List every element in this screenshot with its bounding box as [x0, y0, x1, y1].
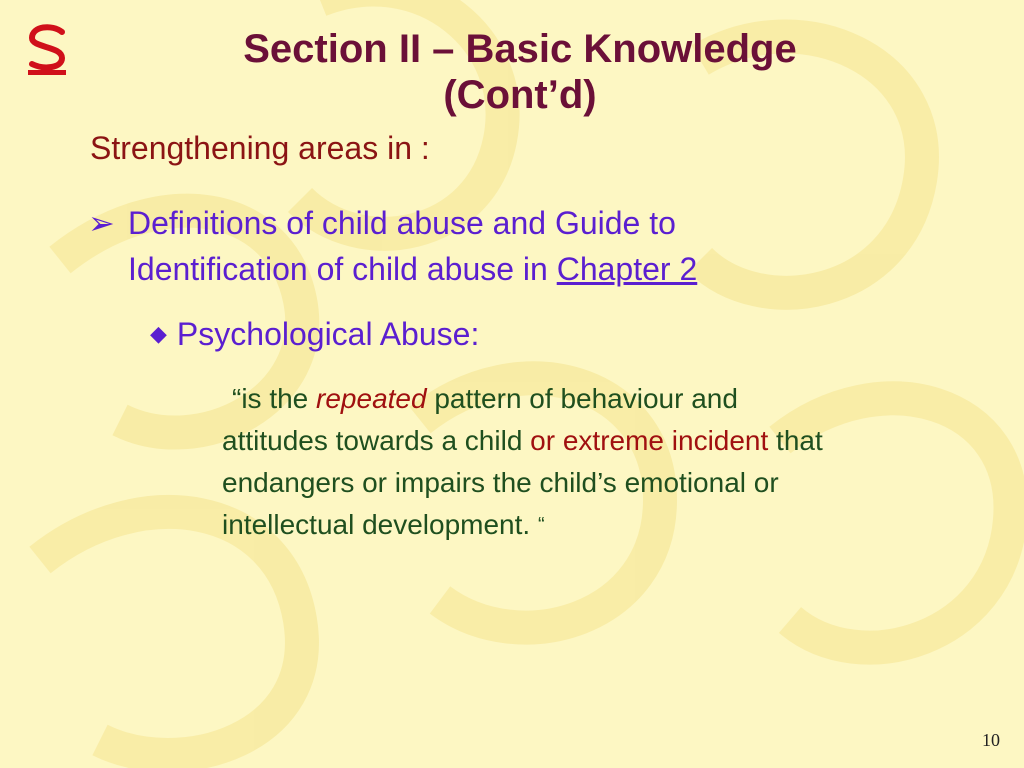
quote-line1	[222, 378, 982, 420]
quote-line3: endangers or impairs the child’s emotional or	[222, 467, 779, 498]
diamond-bullet-icon: ◆	[150, 321, 167, 346]
title-line2: (Cont’d)	[443, 73, 597, 117]
bullet1-line1: Definitions of child abuse and Guide to	[128, 205, 676, 241]
quote-highlight: or extreme incident	[530, 425, 769, 456]
quote-part4: that	[768, 425, 823, 456]
bullet2-text: Psychological Abuse:	[176, 316, 480, 352]
arrow-bullet-icon: ➢	[88, 205, 115, 241]
quote-open: “is the	[232, 383, 317, 414]
chapter-2-link[interactable]: Chapter 2	[556, 251, 698, 287]
quote-part3: attitudes towards a child	[222, 425, 531, 456]
quote-part2: pattern of behaviour and	[426, 383, 738, 414]
quote-emphasis: repeated	[316, 383, 427, 414]
bullet-psychological-abuse	[150, 316, 479, 353]
quote-line2	[222, 420, 982, 462]
logo-icon	[22, 22, 72, 78]
bullet1-line2	[88, 246, 908, 292]
bullet1-line2-prefix: Identification of child abuse in	[128, 251, 557, 287]
subtitle: Strengthening areas in :	[90, 130, 430, 166]
quote-line4	[222, 504, 982, 546]
title-line1: Section II – Basic Knowledge	[243, 27, 797, 71]
page-number: 10	[982, 730, 1000, 750]
quote-part6: intellectual development.	[222, 509, 538, 540]
slide-title	[170, 26, 870, 118]
definition-quote	[222, 378, 982, 546]
quote-close: “	[537, 514, 545, 536]
bullet-definitions	[88, 200, 908, 292]
